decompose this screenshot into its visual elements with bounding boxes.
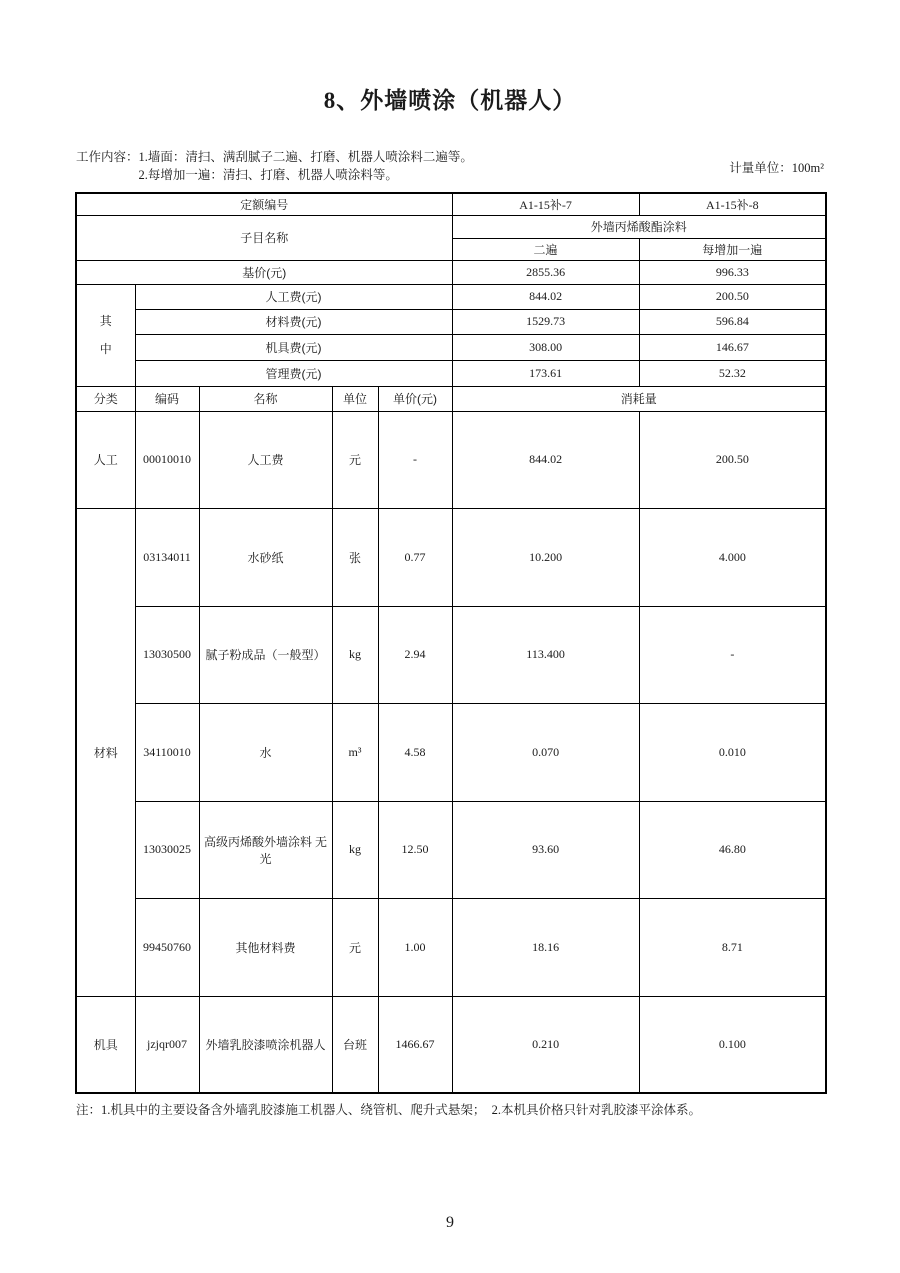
cell-code: 00010010 xyxy=(135,411,199,508)
cell-consumption-2: 8.71 xyxy=(639,898,826,996)
among-char-1: 其 xyxy=(99,314,112,328)
cell-price: 0.77 xyxy=(378,508,452,606)
cell-consumption-1: 113.400 xyxy=(452,606,639,703)
item-name-label: 子目名称 xyxy=(76,215,452,260)
cell-price: 1.00 xyxy=(378,898,452,996)
cell-consumption-1: 18.16 xyxy=(452,898,639,996)
quota-code-1: A1-15补-7 xyxy=(452,193,639,215)
fee-machine-label: 机具费(元) xyxy=(135,334,452,360)
cell-name: 腻子粉成品（一般型） xyxy=(199,606,332,703)
group-category-labor: 人工 xyxy=(76,411,135,508)
base-price-row xyxy=(76,260,826,284)
fee-row-labor xyxy=(76,284,826,309)
fee-management-label: 管理费(元) xyxy=(135,360,452,386)
fee-labor-2: 200.50 xyxy=(639,284,826,309)
item-col-2: 每增加一遍 xyxy=(639,238,826,260)
work-content-lines xyxy=(139,148,473,184)
cell-name: 其他材料费 xyxy=(199,898,332,996)
cell-unit: 元 xyxy=(332,411,378,508)
page-title: 8、外墙喷涂（机器人） xyxy=(323,88,577,113)
group-category-material: 材料 xyxy=(76,508,135,996)
table-row-labor xyxy=(76,411,826,508)
cell-consumption-1: 93.60 xyxy=(452,801,639,898)
measure-unit-label: 计量单位：100m² xyxy=(729,161,824,175)
work-content-line1: 1.墙面：清扫、满刮腻子二遍、打磨、机器人喷涂料二遍等。 xyxy=(138,150,473,164)
item-col-1: 二遍 xyxy=(452,238,639,260)
cell-unit: m³ xyxy=(332,703,378,801)
cell-price: 4.58 xyxy=(378,703,452,801)
col-price: 单价(元) xyxy=(378,386,452,411)
fee-row-material xyxy=(76,309,826,334)
page-number: 9 xyxy=(446,1214,454,1231)
cell-unit: 元 xyxy=(332,898,378,996)
fee-row-management xyxy=(76,360,826,386)
fee-management-2: 52.32 xyxy=(639,360,826,386)
footnote: 注：1.机具中的主要设备含外墙乳胶漆施工机器人、绕管机、爬升式悬架； 2.本机具价格只针对乳胶漆平涂体系。 xyxy=(76,1103,702,1117)
work-content xyxy=(76,148,473,184)
fee-material-label: 材料费(元) xyxy=(135,309,452,334)
among-label xyxy=(76,284,135,386)
fee-labor-1: 844.02 xyxy=(452,284,639,309)
col-consumption: 消耗量 xyxy=(452,386,826,411)
among-char-2: 中 xyxy=(99,342,112,356)
col-category: 分类 xyxy=(76,386,135,411)
cell-name: 外墙乳胶漆喷涂机器人 xyxy=(199,996,332,1093)
fee-labor-label: 人工费(元) xyxy=(135,284,452,309)
col-unit: 单位 xyxy=(332,386,378,411)
cell-code: 99450760 xyxy=(135,898,199,996)
table-row-material-3 xyxy=(76,703,826,801)
item-name-row xyxy=(76,215,826,238)
cell-unit: kg xyxy=(332,606,378,703)
cell-consumption-2: - xyxy=(639,606,826,703)
cell-name: 高级丙烯酸外墙涂料 无光 xyxy=(199,801,332,898)
table-row-material-1 xyxy=(76,508,826,606)
cell-name: 人工费 xyxy=(199,411,332,508)
cell-code: 03134011 xyxy=(135,508,199,606)
cell-consumption-1: 844.02 xyxy=(452,411,639,508)
table-row-material-2 xyxy=(76,606,826,703)
cell-consumption-2: 4.000 xyxy=(639,508,826,606)
base-price-label: 基价(元) xyxy=(76,260,452,284)
col-name: 名称 xyxy=(199,386,332,411)
cell-unit: 张 xyxy=(332,508,378,606)
cell-code: 13030500 xyxy=(135,606,199,703)
col-code: 编码 xyxy=(135,386,199,411)
group-category-machine: 机具 xyxy=(76,996,135,1093)
cell-consumption-1: 10.200 xyxy=(452,508,639,606)
cell-consumption-2: 200.50 xyxy=(639,411,826,508)
work-content-line2: 2.每增加一遍：清扫、打磨、机器人喷涂料等。 xyxy=(138,168,398,182)
quota-code-2: A1-15补-8 xyxy=(639,193,826,215)
cell-price: 2.94 xyxy=(378,606,452,703)
table-row-material-4 xyxy=(76,801,826,898)
fee-row-machine xyxy=(76,334,826,360)
fee-material-2: 596.84 xyxy=(639,309,826,334)
item-group-name: 外墙丙烯酸酯涂料 xyxy=(452,215,826,238)
column-header-row xyxy=(76,386,826,411)
fee-machine-2: 146.67 xyxy=(639,334,826,360)
cell-consumption-2: 0.100 xyxy=(639,996,826,1093)
cell-price: - xyxy=(378,411,452,508)
fee-material-1: 1529.73 xyxy=(452,309,639,334)
fee-management-1: 173.61 xyxy=(452,360,639,386)
base-price-2: 996.33 xyxy=(639,260,826,284)
base-price-1: 2855.36 xyxy=(452,260,639,284)
cell-name: 水 xyxy=(199,703,332,801)
quota-table xyxy=(75,192,827,1094)
work-content-label: 工作内容： xyxy=(76,150,139,164)
fee-machine-1: 308.00 xyxy=(452,334,639,360)
cell-consumption-2: 0.010 xyxy=(639,703,826,801)
cell-price: 12.50 xyxy=(378,801,452,898)
quota-code-row xyxy=(76,193,826,215)
table-row-material-5 xyxy=(76,898,826,996)
cell-price: 1466.67 xyxy=(378,996,452,1093)
cell-unit: 台班 xyxy=(332,996,378,1093)
cell-code: 34110010 xyxy=(135,703,199,801)
cell-code: 13030025 xyxy=(135,801,199,898)
cell-name: 水砂纸 xyxy=(199,508,332,606)
cell-unit: kg xyxy=(332,801,378,898)
cell-consumption-1: 0.070 xyxy=(452,703,639,801)
cell-consumption-2: 46.80 xyxy=(639,801,826,898)
table-row-machine xyxy=(76,996,826,1093)
quota-code-label: 定额编号 xyxy=(76,193,452,215)
cell-consumption-1: 0.210 xyxy=(452,996,639,1093)
cell-code: jzjqr007 xyxy=(135,996,199,1093)
